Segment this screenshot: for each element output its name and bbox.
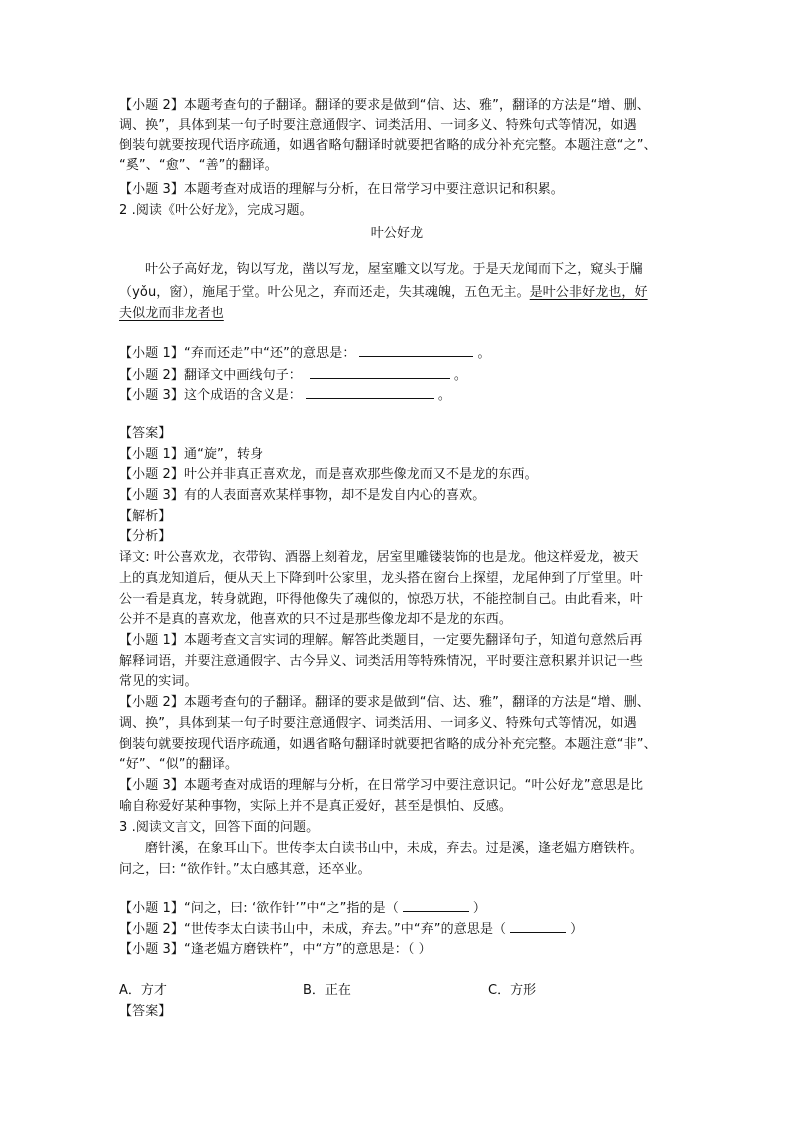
- text-line: “奚”、“愈”、“善”的翻译。: [119, 158, 278, 173]
- explanation-line: 【小题 2】本题考查句的子翻译。翻译的要求是做到“信、达、雅”，翻译的方法是“增、删、: [119, 695, 650, 710]
- text-line: 倒装句就要按现代语序疏通，如遇省略句翻译时就要把省略的成分补充完整。本题注意“之”、: [119, 138, 657, 153]
- translation-line: 译文: 叶公喜欢龙，衣带钩、酒器上刻着龙，居室里雕镂装饰的也是龙。他这样爱龙，被天: [119, 550, 639, 565]
- paren-close: ）: [570, 922, 584, 937]
- punctuation: 。: [437, 388, 452, 403]
- explanation-line: 【小题 1】本题考查文言实词的理解。解答此类题目，一定要先翻译句子，知道句意然后再: [119, 633, 643, 648]
- question-line: [119, 919, 583, 940]
- punctuation: 。: [477, 346, 491, 361]
- text-line: 【小题 2】本题考查句的子翻译。翻译的要求是做到“信、达、雅”，翻译的方法是“增、删、: [119, 98, 650, 113]
- option-b[interactable]: B．正在: [303, 983, 351, 998]
- answer-line: 【小题 2】叶公并非真正喜欢龙，而是喜欢那些像龙而又不是龙的东西。: [119, 467, 538, 482]
- explanation-line: 【小题 3】本题考查对成语的理解与分析，在日常学习中要注意识记。“叶公好龙”意思是比: [119, 778, 644, 793]
- underlined-sentence: 夫似龙而非龙者也: [119, 306, 224, 321]
- translation-line: 公一看是真龙，转身就跑，吓得他像失了魂似的，惊恐万状，不能控制自己。由此看来，叶: [119, 592, 644, 607]
- translation-line: 公并不是真的喜欢龙，他喜欢的只不过是那些像龙却不是龙的东西。: [119, 612, 513, 627]
- passage-text: （yǒu，窗），施尾于堂。叶公见之，弃而还走，失其魂魄，五色无主。: [119, 285, 530, 300]
- question-heading: 2 .阅读《叶公好龙》，完成习题。: [119, 203, 313, 218]
- passage-title: 叶公好龙: [370, 226, 424, 241]
- explanation-line: 倒装句就要按现代语序疏通，如遇省略句翻译时就要把省略的成分补充完整。本题注意“非”、: [119, 737, 657, 752]
- analysis-heading: 【分析】: [119, 529, 172, 544]
- question-line: [119, 343, 491, 364]
- option-a[interactable]: A．方才: [119, 983, 167, 998]
- explanation-line: 解释词语，并要注意通假字、古今异义、词类活用等特殊情况，平时要注意积累并识记一些: [119, 654, 644, 669]
- question-text: 【小题 1】“弃而还走”中“还”的意思是：: [119, 346, 356, 361]
- answer-line: 【小题 1】通“旋”，转身: [119, 447, 264, 462]
- punctuation: 。: [453, 368, 468, 383]
- answer-blank[interactable]: [310, 365, 450, 379]
- translation-line: 上的真龙知道后，便从天上下降到叶公家里，龙头搭在窗台上探望，龙尾伸到了厅堂里。叶: [119, 571, 644, 586]
- explanation-line: “好”、“似”的翻译。: [119, 757, 239, 772]
- question-text: 【小题 1】“问之，曰: ‘欲作针’”中“之”指的是（: [119, 901, 399, 916]
- text-line: 调、换”，具体到某一句子时要注意通假字、词类活用、一词多义、特殊句式等情况，如遇: [119, 118, 637, 133]
- question-line: 【小题 3】“逢老媪方磨铁杵”，中“方”的意思是：（ ）: [119, 942, 432, 957]
- question-text: 【小题 2】“世传李太白读书山中，未成，弃去。”中“弃”的意思是（: [119, 922, 507, 937]
- question-line: [119, 365, 467, 386]
- underlined-sentence: 是叶公非好龙也，好: [529, 285, 648, 300]
- answer-blank[interactable]: [510, 919, 566, 933]
- explanation-line: 喻自称爱好某种事物，实际上并不是真正爱好，甚至是惧怕、反感。: [119, 799, 513, 814]
- answer-blank[interactable]: [403, 898, 469, 912]
- question-text: 【小题 2】翻译文中画线句子：: [119, 368, 302, 383]
- explanation-line: 调、换”，具体到某一句子时要注意通假字、词类活用、一词多义、特殊句式等情况，如遇: [119, 716, 637, 731]
- answer-line: 【小题 3】有的人表面喜欢某样事物，却不是发自内心的喜欢。: [119, 488, 486, 503]
- question-heading: 3 .阅读文言文，回答下面的问题。: [119, 820, 320, 835]
- answer-blank[interactable]: [306, 385, 434, 399]
- passage-line: [119, 283, 648, 303]
- analysis-heading: 【解析】: [119, 509, 172, 524]
- explanation-line: 常见的实词。: [119, 674, 198, 689]
- paren-close: ）: [472, 901, 486, 916]
- question-line: [119, 385, 451, 406]
- question-line: [119, 898, 486, 919]
- answer-heading: 【答案】: [119, 426, 172, 441]
- passage-line: 叶公子高好龙，钩以写龙，凿以写龙，屋室雕文以写龙。于是天龙闻而下之，窥头于牖: [145, 262, 643, 277]
- text-line: 【小题 3】本题考查对成语的理解与分析，在日常学习中要注意识记和积累。: [119, 182, 564, 197]
- answer-heading: 【答案】: [119, 1004, 172, 1019]
- question-text: 【小题 3】这个成语的含义是：: [119, 388, 302, 403]
- passage-line: 磨针溪，在象耳山下。世传李太白读书山中，未成，弃去。过是溪，逢老媪方磨铁杵。: [145, 841, 643, 856]
- answer-blank[interactable]: [359, 343, 473, 357]
- option-c[interactable]: C．方形: [488, 983, 537, 998]
- passage-line: 问之，曰: “欲作针。”太白感其意，还卒业。: [119, 862, 371, 877]
